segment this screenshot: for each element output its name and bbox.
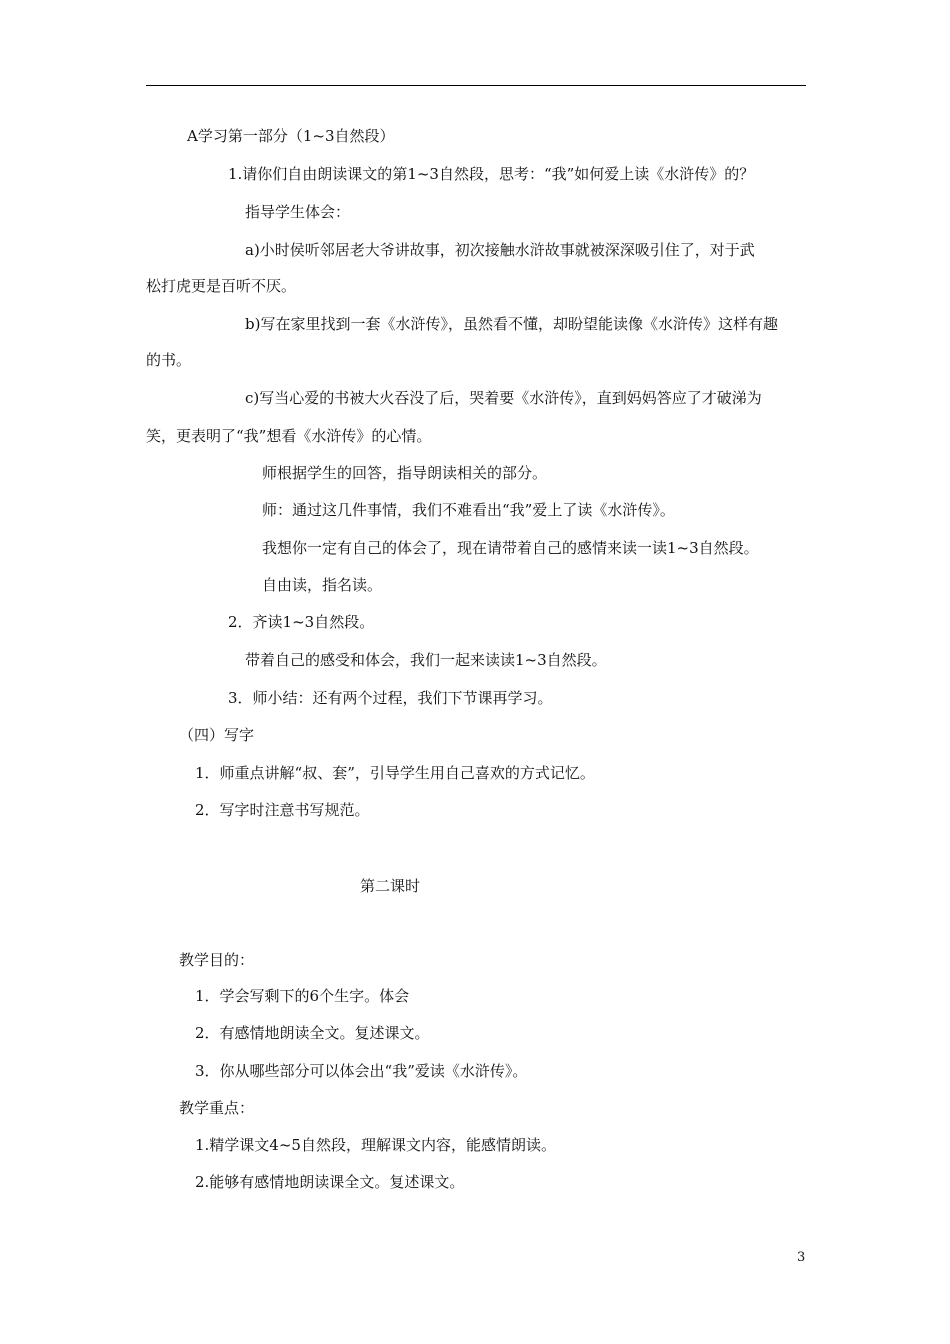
teacher-remark: 师：通过这几件事情，我们不难看出“我”爱上了读《水浒传》。 <box>262 501 675 519</box>
point-c-line-1: c)写当心爱的书被大火吞没了后，哭着要《水浒传》，直到妈妈答应了才破涕为 <box>245 389 762 407</box>
reading-prompt: 我想你一定有自己的体会了，现在请带着自己的感情来读一读1~3自然段。 <box>262 539 759 557</box>
header-rule <box>146 85 806 86</box>
step-2: 2．齐读1~3自然段。 <box>228 613 375 631</box>
writing-item-1: 1．师重点讲解“叔、套”，引导学生用自己喜欢的方式记忆。 <box>195 764 595 782</box>
step-2-detail: 带着自己的感受和体会，我们一起来读读1~3自然段。 <box>245 651 607 669</box>
focus-2: 2.能够有感情地朗读课全文。复述课文。 <box>195 1173 465 1191</box>
goal-2: 2．有感情地朗读全文。复述课文。 <box>195 1024 430 1042</box>
point-a-line-2: 松打虎更是百听不厌。 <box>146 277 297 295</box>
point-c-line-2: 笑，更表明了“我”想看《水浒传》的心情。 <box>146 427 432 445</box>
writing-heading: （四）写字 <box>179 726 255 744</box>
lesson-title: 第二课时 <box>360 877 421 895</box>
step-3: 3．师小结：还有两个过程，我们下节课再学习。 <box>228 689 553 707</box>
goal-3: 3．你从哪些部分可以体会出“我”爱读《水浒传》。 <box>195 1062 528 1080</box>
point-a-line-1: a)小时侯听邻居老大爷讲故事，初次接触水浒故事就被深深吸引住了，对于武 <box>245 241 755 259</box>
focus-1: 1.精学课文4~5自然段，理解课文内容，能感情朗读。 <box>195 1136 556 1154</box>
writing-item-2: 2．写字时注意书写规范。 <box>195 801 370 819</box>
point-b-line-1: b)写在家里找到一套《水浒传》，虽然看不懂，却盼望能读像《水浒传》这样有趣 <box>245 315 778 333</box>
guidance-label: 指导学生体会： <box>245 203 351 221</box>
free-reading: 自由读，指名读。 <box>262 576 383 594</box>
goal-1: 1．学会写剩下的6个生字。体会 <box>195 987 410 1005</box>
section-heading: A学习第一部分（1~3自然段） <box>187 127 395 145</box>
teacher-guidance: 师根据学生的回答，指导朗读相关的部分。 <box>262 464 548 482</box>
focus-heading: 教学重点： <box>179 1099 255 1117</box>
point-b-line-2: 的书。 <box>146 351 192 369</box>
goals-heading: 教学目的： <box>179 951 255 969</box>
question-1: 1.请你们自由朗读课文的第1~3自然段，思考：“我”如何爱上读《水浒传》的？ <box>228 165 755 183</box>
page-number: 3 <box>797 1250 806 1265</box>
